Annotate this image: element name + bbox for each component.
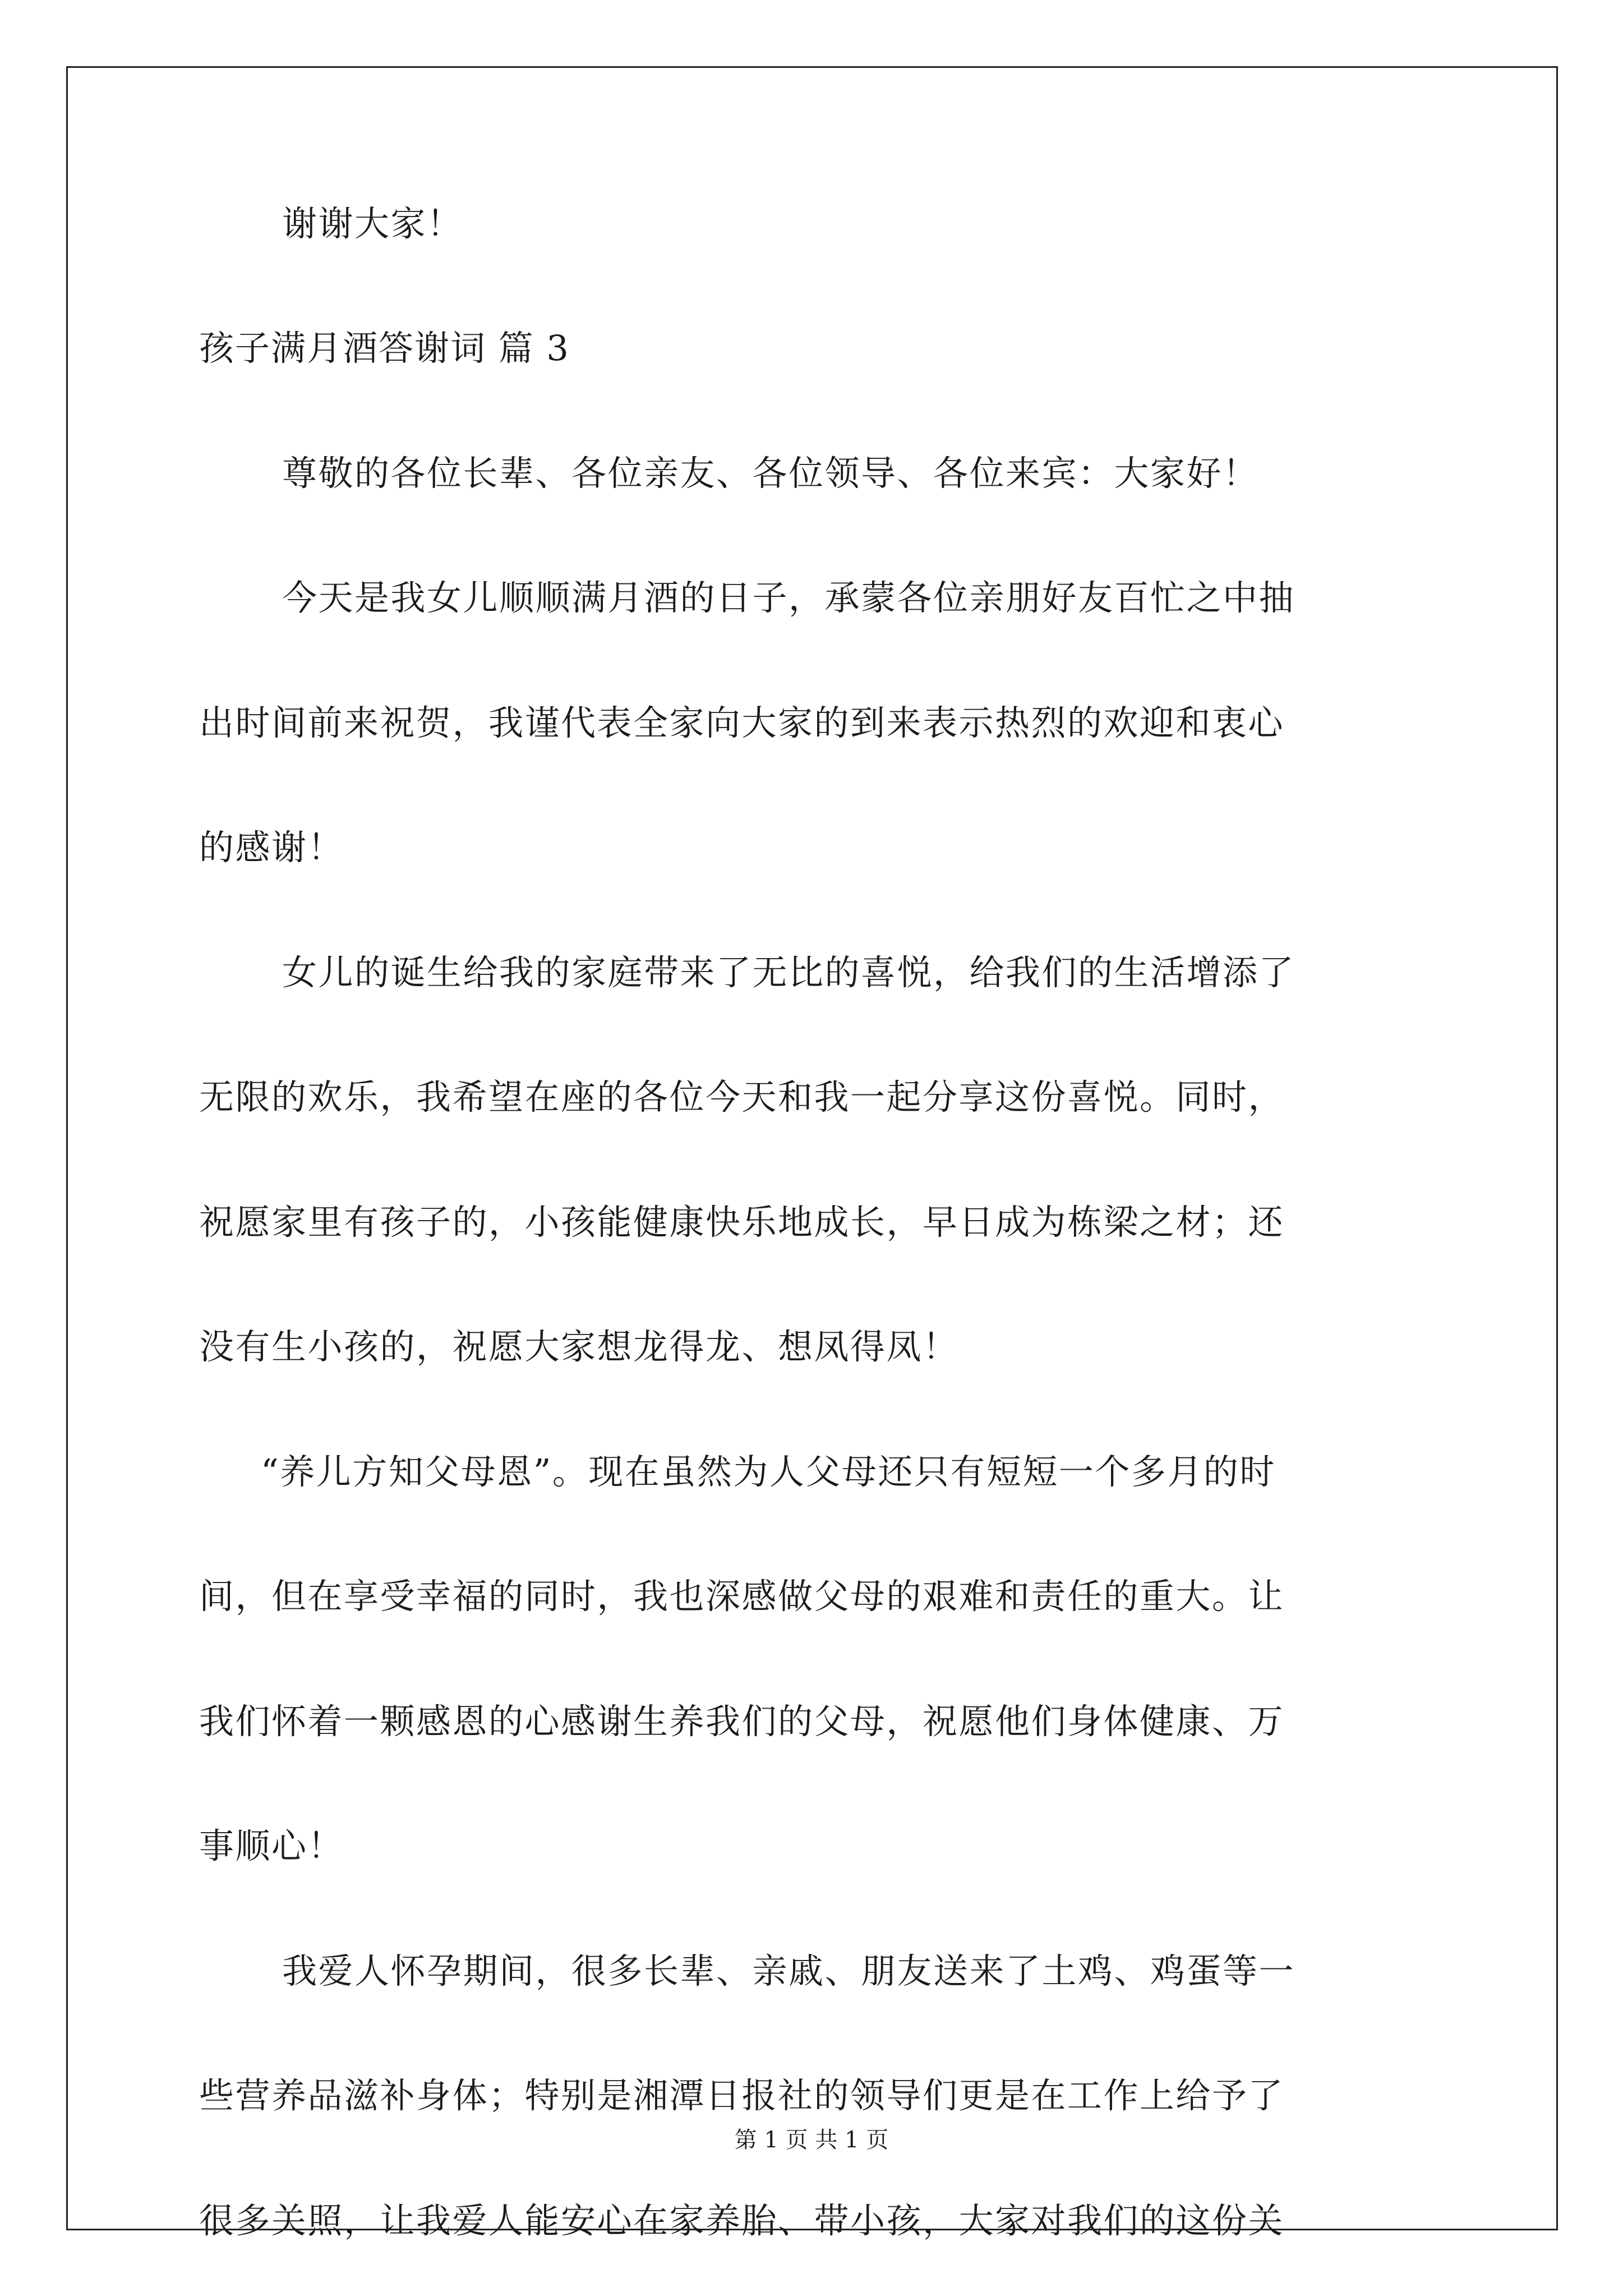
paragraph-line: 很多关照，让我爱人能安心在家养胎、带小孩，大家对我们的这份关 [199, 2200, 1285, 2241]
salutation-line: 尊敬的各位长辈、各位亲友、各位领导、各位来宾：大家好！ [282, 453, 1259, 494]
paragraph-line: 我们怀着一颗感恩的心感谢生养我们的父母，祝愿他们身体健康、万 [199, 1701, 1285, 1742]
closing-line: 谢谢大家！ [282, 203, 463, 244]
paragraph-line: 事顺心！ [199, 1825, 344, 1866]
paragraph-line: 祝愿家里有孩子的，小孩能健康快乐地成长，早日成为栋梁之材；还 [199, 1202, 1285, 1243]
paragraph-line: 我爱人怀孕期间，很多长辈、亲戚、朋友送来了土鸡、鸡蛋等一 [282, 1950, 1295, 1991]
paragraph-line: 间，但在享受幸福的同时，我也深感做父母的艰难和责任的重大。让 [199, 1576, 1285, 1617]
paragraph-line: 出时间前来祝贺，我谨代表全家向大家的到来表示热烈的欢迎和衷心 [199, 702, 1285, 743]
paragraph-line: “养儿方知父母恩”。现在虽然为人父母还只有短短一个多月的时 [261, 1451, 1276, 1492]
section-heading: 孩子满月酒答谢词 篇 3 [199, 328, 570, 369]
page-border [66, 66, 1558, 2230]
paragraph-line: 些营养品滋补身体；特别是湘潭日报社的领导们更是在工作上给予了 [199, 2075, 1285, 2116]
paragraph-line: 无限的欢乐，我希望在座的各位今天和我一起分享这份喜悦。同时， [199, 1076, 1285, 1117]
paragraph-line: 的感谢！ [199, 827, 344, 868]
paragraph-line: 今天是我女儿顺顺满月酒的日子，承蒙各位亲朋好友百忙之中抽 [282, 577, 1295, 618]
page-footer: 第 1 页 共 1 页 [734, 2127, 889, 2153]
paragraph-line: 没有生小孩的，祝愿大家想龙得龙、想凤得凤！ [199, 1326, 959, 1367]
paragraph-line: 女儿的诞生给我的家庭带来了无比的喜悦，给我们的生活增添了 [282, 952, 1295, 993]
